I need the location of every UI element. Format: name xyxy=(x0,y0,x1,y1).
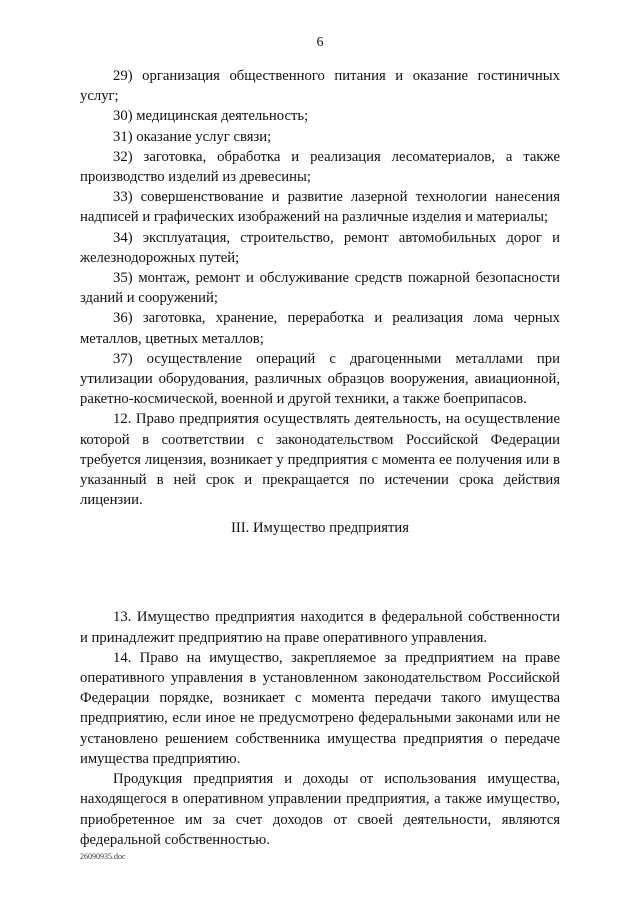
list-item-37: 37) осуществление операций с драгоценными металлами при утилизации оборудования, различных образцов вооружения, авиационной, ракетно-космической, военной и другой техники, а также боеприпасов. xyxy=(80,350,560,408)
list-item-32: 32) заготовка, обработка и реализация лесоматериалов, а также производство изделий из древесины; xyxy=(80,148,560,186)
paragraph-14: 14. Право на имущество, закрепляемое за предприятием на праве оперативного управления в установленном законодательством Российской Федерации порядке, возникает с момента передачи такого имущества предприятию, если иное не предусмотрено федеральными законами или не установлено решением собственника имущества предприятия о передаче имущества предприятию. xyxy=(80,649,560,767)
list-item-35: 35) монтаж, ремонт и обслуживание средств пожарной безопасности зданий и сооружений; xyxy=(80,270,560,307)
list-item-30: 30) медицинская деятельность; xyxy=(113,108,309,125)
footer-filename: 26090935.doc xyxy=(80,852,126,861)
list-item-34: 34) эксплуатация, строительство, ремонт автомобильных дорог и железнодорожных путей; xyxy=(80,229,560,266)
document-body xyxy=(80,66,560,850)
list-item-33: 33) совершенствование и развитие лазерной технологии нанесения надписей и графических изображений на различные изделия и материалы; xyxy=(80,189,560,226)
list-item-29: 29) организация общественного питания и оказание гостиничных услуг; xyxy=(80,68,560,105)
list-item-36: 36) заготовка, хранение, переработка и реализация лома черных металлов, цветных металлов; xyxy=(80,310,560,347)
paragraph-13: 13. Имущество предприятия находится в федеральной собственности и принадлежит предприятию на праве оперативного управления. xyxy=(80,609,560,646)
list-item-31: 31) оказание услуг связи; xyxy=(113,128,272,145)
page-number: 6 xyxy=(316,35,324,50)
paragraph-products: Продукция предприятия и доходы от использования имущества, находящегося в оперативном управлении предприятия, а также имущество, приобретенное им за счет доходов от своей деятельности, являются федеральной собственностью. xyxy=(80,771,560,848)
section-title: III. Имущество предприятия xyxy=(230,520,410,536)
paragraph-12: 12. Право предприятия осуществлять деятельность, на осуществление которой в соответствии с законодательством Российской Федерации требуется лицензия, возникает у предприятия с момента ее получения или в указанный в ней срок и прекращается по истечении срока действия лицензии. xyxy=(80,411,560,509)
